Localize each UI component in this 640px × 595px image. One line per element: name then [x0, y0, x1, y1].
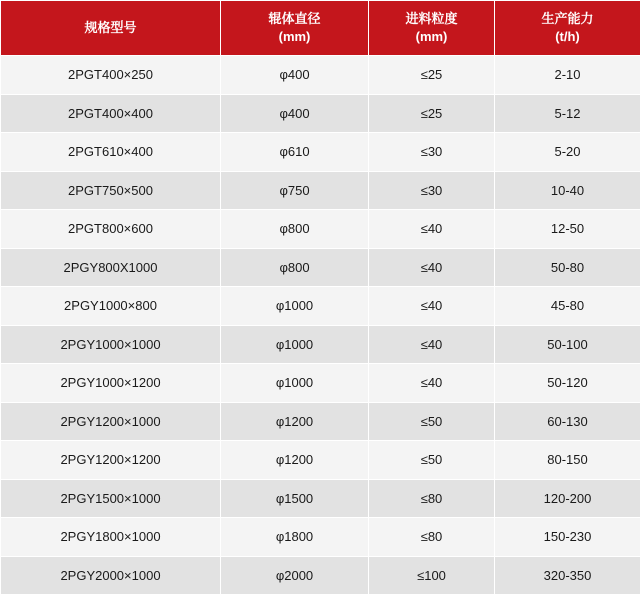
cell-capacity: 320-350 [495, 556, 640, 595]
table-row [1, 133, 640, 172]
column-header-capacity-unit: (t/h) [495, 28, 640, 46]
cell-capacity: 60-130 [495, 402, 640, 441]
column-header-roller-diameter [221, 1, 369, 56]
cell-roller-diameter: φ800 [221, 248, 369, 287]
cell-roller-diameter: φ800 [221, 210, 369, 249]
cell-capacity: 5-20 [495, 133, 640, 172]
table-row [1, 325, 640, 364]
cell-roller-diameter: φ1200 [221, 441, 369, 480]
cell-feed-size: ≤30 [369, 133, 495, 172]
table-row [1, 518, 640, 557]
table-row [1, 479, 640, 518]
table-header-row [1, 1, 640, 56]
cell-feed-size: ≤80 [369, 479, 495, 518]
cell-feed-size: ≤30 [369, 171, 495, 210]
cell-capacity: 45-80 [495, 287, 640, 326]
cell-roller-diameter: φ750 [221, 171, 369, 210]
cell-model: 2PGY1000×800 [1, 287, 221, 326]
cell-feed-size: ≤25 [369, 56, 495, 95]
cell-feed-size: ≤100 [369, 556, 495, 595]
cell-feed-size: ≤40 [369, 210, 495, 249]
cell-capacity: 50-80 [495, 248, 640, 287]
cell-model: 2PGY1500×1000 [1, 479, 221, 518]
column-header-model [1, 1, 221, 56]
cell-model: 2PGY1200×1200 [1, 441, 221, 480]
cell-capacity: 2-10 [495, 56, 640, 95]
cell-model: 2PGT400×400 [1, 94, 221, 133]
cell-roller-diameter: φ1000 [221, 364, 369, 403]
table-body [1, 56, 640, 595]
cell-capacity: 5-12 [495, 94, 640, 133]
column-header-feed-size-unit: (mm) [369, 28, 494, 46]
table-row [1, 56, 640, 95]
cell-feed-size: ≤40 [369, 287, 495, 326]
table-row [1, 210, 640, 249]
cell-model: 2PGY1000×1200 [1, 364, 221, 403]
cell-model: 2PGY1800×1000 [1, 518, 221, 557]
cell-feed-size: ≤40 [369, 364, 495, 403]
table-row [1, 287, 640, 326]
cell-model: 2PGY2000×1000 [1, 556, 221, 595]
cell-model: 2PGT610×400 [1, 133, 221, 172]
table-row [1, 402, 640, 441]
column-header-feed-size [369, 1, 495, 56]
column-header-roller-diameter-unit: (mm) [221, 28, 368, 46]
cell-model: 2PGY1200×1000 [1, 402, 221, 441]
table-row [1, 441, 640, 480]
table-row [1, 248, 640, 287]
column-header-roller-diameter-title: 辊体直径 [268, 11, 320, 26]
cell-roller-diameter: φ1500 [221, 479, 369, 518]
column-header-capacity [495, 1, 640, 56]
table-row [1, 94, 640, 133]
cell-model: 2PGT800×600 [1, 210, 221, 249]
table-header [1, 1, 640, 56]
cell-roller-diameter: φ610 [221, 133, 369, 172]
cell-roller-diameter: φ400 [221, 56, 369, 95]
cell-roller-diameter: φ1000 [221, 287, 369, 326]
column-header-capacity-title: 生产能力 [541, 11, 593, 26]
cell-capacity: 10-40 [495, 171, 640, 210]
cell-model: 2PGY800X1000 [1, 248, 221, 287]
cell-feed-size: ≤40 [369, 248, 495, 287]
cell-feed-size: ≤50 [369, 402, 495, 441]
column-header-model-title: 规格型号 [84, 20, 136, 35]
cell-model: 2PGT400×250 [1, 56, 221, 95]
table-row [1, 364, 640, 403]
cell-roller-diameter: φ1800 [221, 518, 369, 557]
cell-capacity: 150-230 [495, 518, 640, 557]
cell-feed-size: ≤50 [369, 441, 495, 480]
cell-capacity: 50-120 [495, 364, 640, 403]
cell-feed-size: ≤40 [369, 325, 495, 364]
cell-capacity: 12-50 [495, 210, 640, 249]
cell-capacity: 80-150 [495, 441, 640, 480]
cell-capacity: 120-200 [495, 479, 640, 518]
cell-feed-size: ≤25 [369, 94, 495, 133]
cell-roller-diameter: φ1200 [221, 402, 369, 441]
cell-model: 2PGY1000×1000 [1, 325, 221, 364]
cell-feed-size: ≤80 [369, 518, 495, 557]
column-header-feed-size-title: 进料粒度 [405, 11, 457, 26]
cell-roller-diameter: φ2000 [221, 556, 369, 595]
table-row [1, 171, 640, 210]
cell-model: 2PGT750×500 [1, 171, 221, 210]
cell-roller-diameter: φ400 [221, 94, 369, 133]
cell-roller-diameter: φ1000 [221, 325, 369, 364]
cell-capacity: 50-100 [495, 325, 640, 364]
